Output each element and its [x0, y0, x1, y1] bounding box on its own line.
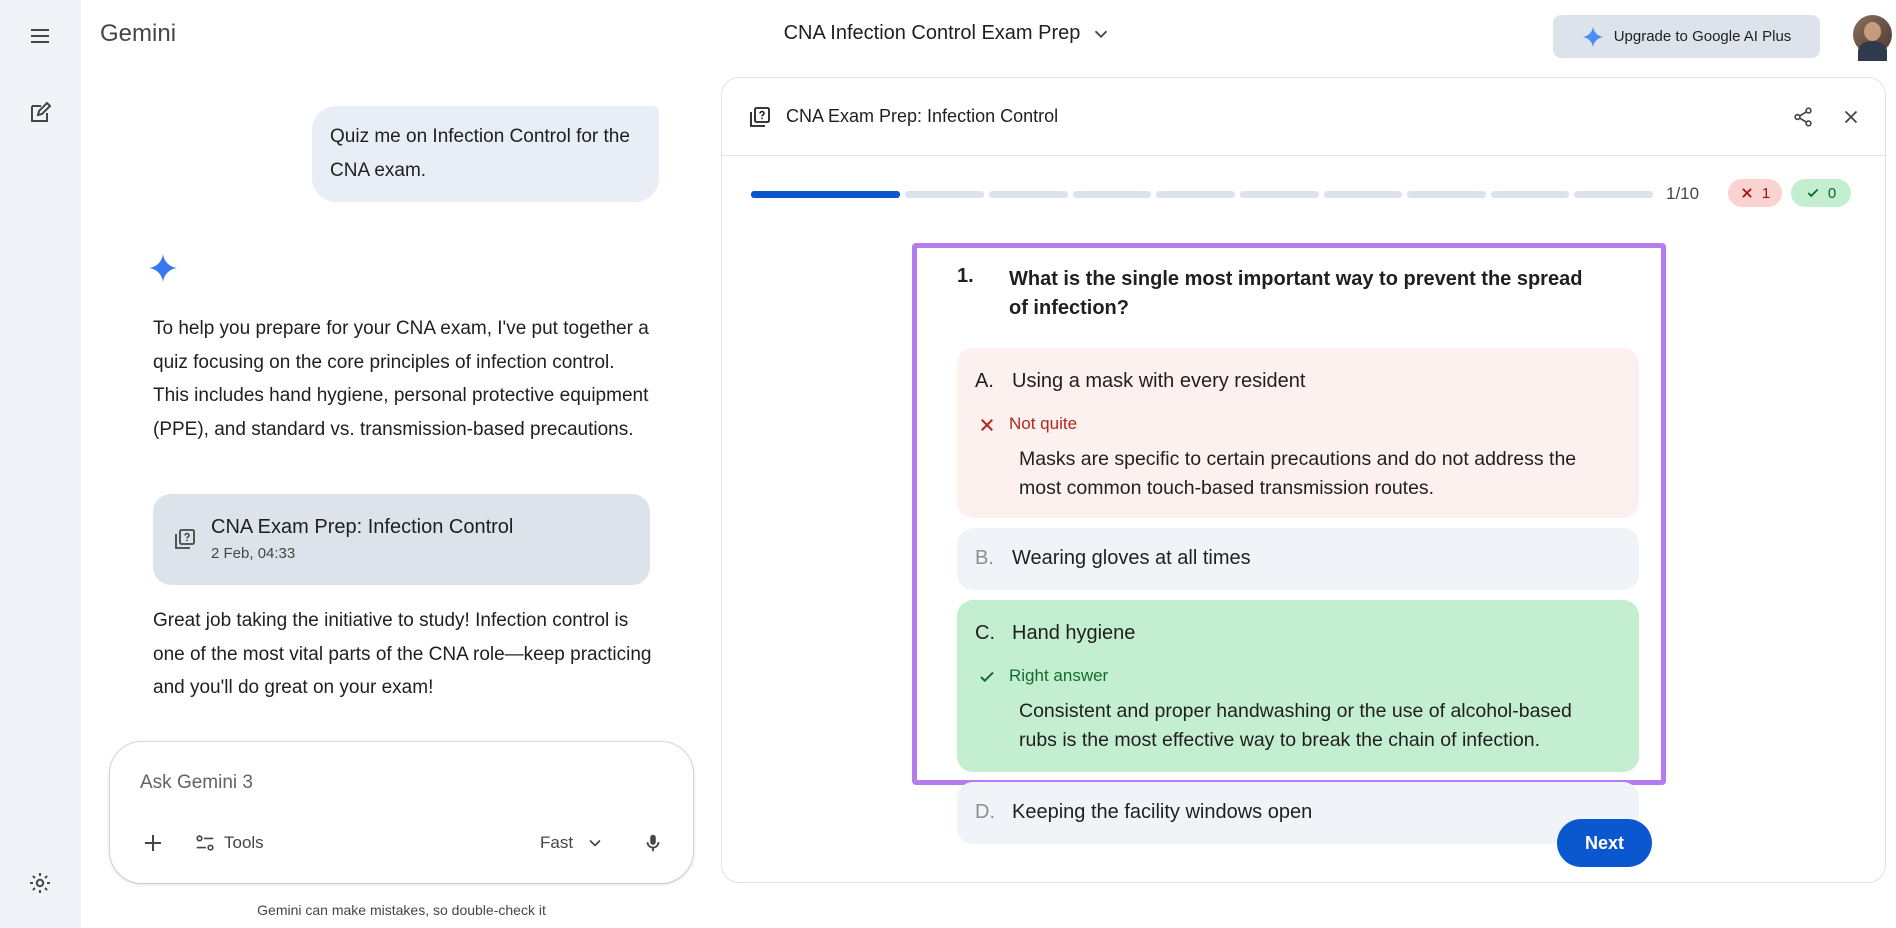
wrong-count-badge — [1728, 179, 1782, 207]
avatar-body — [1858, 41, 1887, 61]
menu-icon — [28, 24, 52, 48]
add-attachment-button[interactable] — [134, 824, 172, 862]
check-icon — [978, 668, 996, 686]
mode-label: Fast — [540, 833, 574, 852]
share-button[interactable] — [1784, 98, 1822, 136]
response-intro: To help you prepare for your CNA exam, I've put together a quiz focusing on the core principles of infection control. This includes hand hygiene, personal protective equipment (PPE), and standard vs. transmission-based precautions. — [153, 318, 649, 440]
option-text: Wearing gloves at all times — [1012, 547, 1251, 569]
option-a[interactable] — [957, 348, 1639, 518]
option-b[interactable] — [957, 528, 1639, 590]
close-button[interactable] — [1832, 98, 1870, 136]
close-icon — [1840, 106, 1862, 128]
next-button[interactable]: Next — [1557, 819, 1652, 867]
upgrade-button[interactable] — [1553, 15, 1820, 58]
response-outro: Great job taking the initiative to study! Infection control is one of the most vital parts of the CNA role—keep practicing and you'll do great on your exam! — [153, 610, 652, 698]
quiz-card[interactable] — [153, 494, 650, 585]
tools-icon — [194, 832, 216, 854]
quiz-card-date: 2 Feb, 04:33 — [211, 545, 296, 562]
quiz-icon — [748, 105, 772, 129]
gear-icon — [28, 871, 52, 895]
quiz-icon — [173, 527, 197, 551]
microphone-button[interactable] — [634, 824, 672, 862]
wrong-count: 1 — [1761, 184, 1771, 202]
quiz-card-title: CNA Exam Prep: Infection Control — [211, 516, 514, 538]
microphone-icon — [642, 832, 664, 854]
quiz-panel-title: CNA Exam Prep: Infection Control — [786, 106, 1059, 126]
upgrade-label: Upgrade to Google AI Plus — [1613, 28, 1792, 45]
disclaimer: Gemini can make mistakes, so double-check it — [257, 902, 546, 918]
user-message: Quiz me on Infection Control for the CNA exam. — [312, 106, 659, 202]
wrong-icon — [978, 416, 996, 434]
conversation-title: CNA Infection Control Exam Prep — [783, 22, 1081, 44]
tools-label: Tools — [224, 833, 264, 852]
progress-segment — [1407, 191, 1486, 198]
prompt-input[interactable] — [140, 772, 640, 794]
option-text: Using a mask with every resident — [1012, 370, 1306, 392]
plus-icon — [141, 831, 165, 855]
side-rail — [0, 0, 81, 928]
new-chat-button[interactable] — [20, 93, 60, 133]
avatar-face — [1864, 22, 1881, 41]
settings-button[interactable] — [20, 863, 60, 903]
progress-segment — [1240, 191, 1319, 198]
main-menu-button[interactable] — [20, 16, 60, 56]
option-letter: D. — [975, 801, 995, 823]
conversation-title-dropdown[interactable] — [784, 22, 1113, 45]
progress-segment — [905, 191, 984, 198]
question-number: 1. — [957, 265, 974, 287]
option-letter: B. — [975, 547, 994, 569]
feedback-text: Consistent and proper handwashing or the use of alcohol-based rubs is the most effective way to break the chain of infection. — [1019, 700, 1572, 751]
check-icon — [1806, 186, 1820, 200]
question-text: What is the single most important way to prevent the spread of infection? — [1009, 268, 1583, 319]
avatar[interactable] — [1853, 15, 1892, 54]
option-letter: A. — [975, 370, 994, 392]
option-letter: C. — [975, 622, 995, 644]
tools-button[interactable] — [194, 824, 264, 862]
option-text: Keeping the facility windows open — [1012, 801, 1313, 823]
chevron-down-icon — [585, 833, 605, 853]
question-highlight-box — [912, 243, 1666, 823]
share-icon — [1792, 106, 1814, 128]
quiz-panel-header — [722, 78, 1885, 156]
quiz-progress-bar — [751, 191, 1653, 198]
progress-segment — [1156, 191, 1235, 198]
quiz-panel — [721, 77, 1886, 883]
mode-selector[interactable] — [540, 824, 605, 862]
prompt-box — [110, 742, 693, 883]
progress-segment — [989, 191, 1068, 198]
option-c[interactable] — [957, 600, 1639, 772]
progress-segment — [751, 191, 900, 198]
progress-segment — [1324, 191, 1403, 198]
feedback-label: Right answer — [1009, 666, 1109, 685]
right-count: 0 — [1827, 184, 1837, 202]
chevron-down-icon — [1090, 23, 1112, 45]
feedback-text: Masks are specific to certain precautions and do not address the most common touch-based transmission routes. — [1019, 448, 1577, 499]
sparkle-icon — [1582, 26, 1604, 48]
progress-segment — [1491, 191, 1570, 198]
progress-segment — [1574, 191, 1653, 198]
option-d[interactable] — [957, 782, 1639, 844]
feedback-label: Not quite — [1009, 414, 1078, 433]
option-text: Hand hygiene — [1012, 622, 1136, 644]
right-count-badge — [1791, 179, 1851, 207]
close-icon — [1740, 186, 1754, 200]
gemini-logo-text[interactable]: Gemini — [100, 20, 177, 47]
question-counter: 1/10 — [1666, 184, 1700, 203]
progress-segment — [1073, 191, 1152, 198]
edit-icon — [28, 101, 52, 125]
gemini-sparkle-icon — [148, 253, 178, 283]
